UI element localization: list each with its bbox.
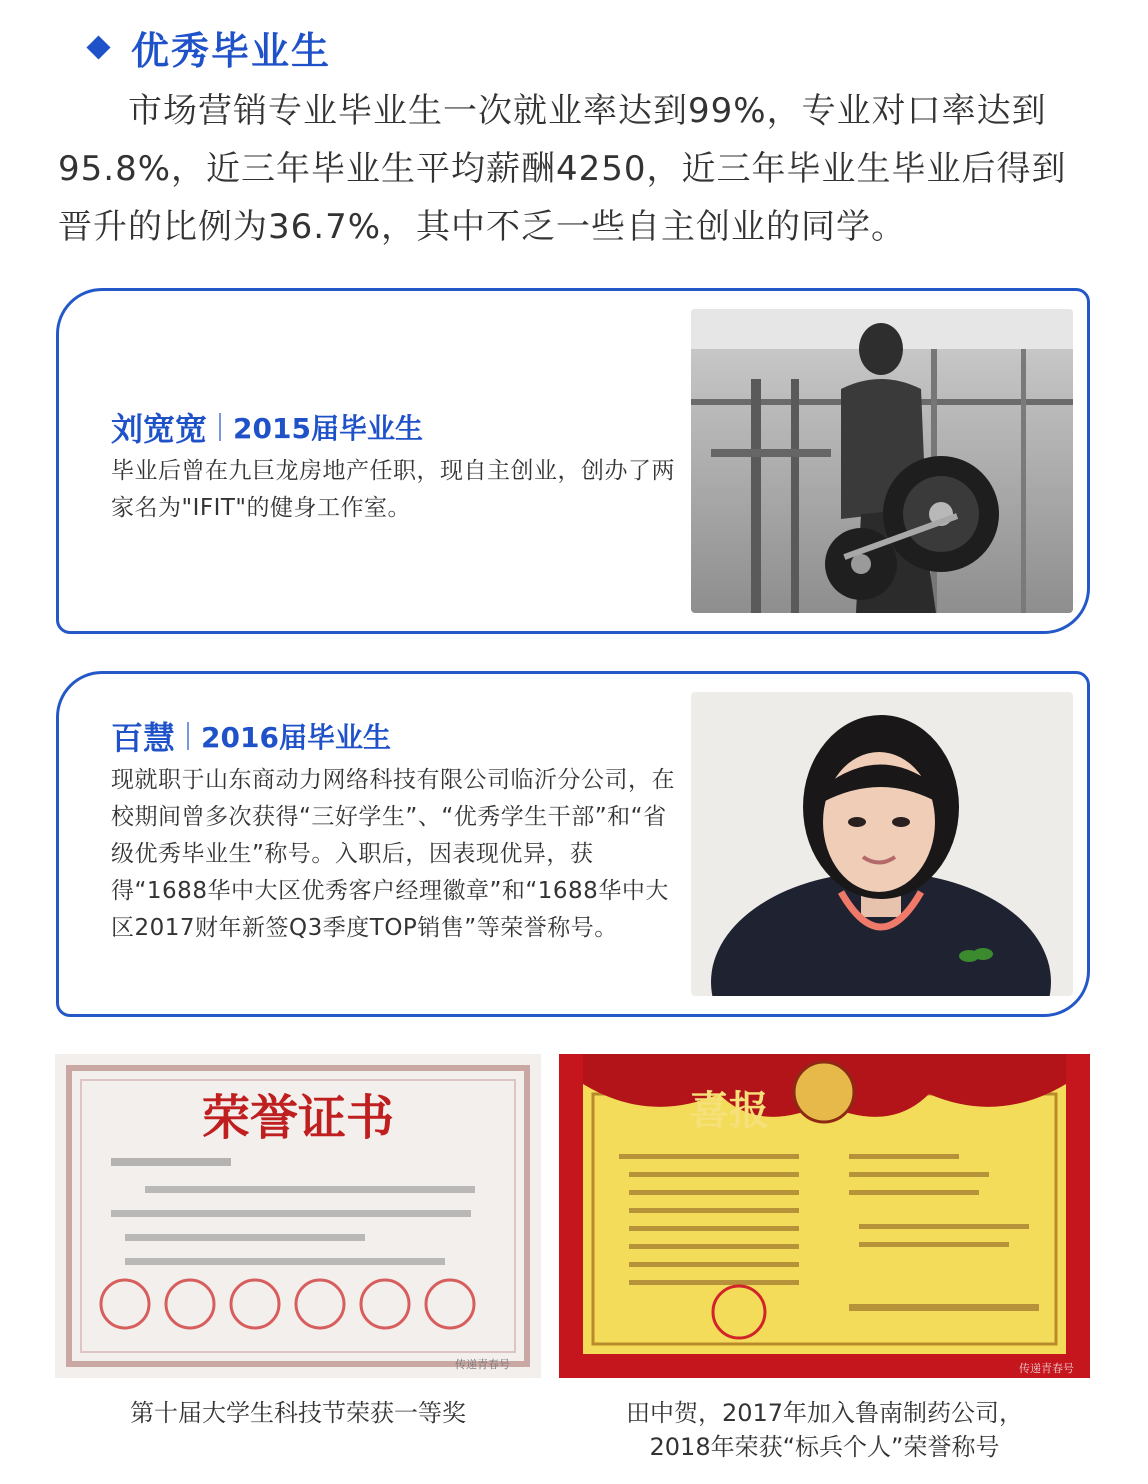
- graduate-heading: [111, 712, 677, 760]
- graduate-name: 刘宽宽: [111, 410, 208, 448]
- graduate-year: 2016届毕业生: [201, 721, 391, 754]
- graduate-name: 百慧: [111, 719, 176, 757]
- graduate-year: 2015届毕业生: [233, 412, 423, 445]
- honor-certificate-image: [55, 1054, 541, 1378]
- graduate-card-2: [56, 671, 1090, 1017]
- graduate-heading: [111, 403, 677, 451]
- section-title: 优秀毕业生: [131, 28, 332, 73]
- certificate-caption: [559, 1396, 1090, 1464]
- graduate-info: [111, 712, 677, 947]
- section-header: [84, 22, 331, 72]
- graduate-info: [111, 403, 677, 527]
- certificate-caption: 第十届大学生科技节荣获一等奖: [130, 1399, 466, 1427]
- watermark-text: 传递青春号: [455, 1358, 510, 1371]
- certificate-title: 喜报: [689, 1087, 769, 1134]
- good-news-certificate-image: [559, 1054, 1090, 1378]
- graduate-description: 毕业后曾在九巨龙房地产任职，现自主创业，创办了两家名为"IFIT"的健身工作室。: [111, 458, 675, 521]
- divider: [187, 722, 189, 750]
- graduate-photo-portrait: [691, 692, 1073, 996]
- diamond-bullet-icon: [86, 35, 110, 59]
- graduate-photo-gym: [691, 309, 1073, 613]
- graduate-card-1: [56, 288, 1090, 634]
- certificate-title: 荣誉证书: [201, 1090, 395, 1146]
- intro-paragraph: 市场营销专业毕业生一次就业率达到99%，专业对口率达到95.8%，近三年毕业生平均薪酬4250，近三年毕业生毕业后得到晋升的比例为36.7%，其中不乏一些自主创业的同学。: [58, 91, 1067, 247]
- caption-line: 2018年荣获“标兵个人”荣誉称号: [649, 1433, 1000, 1461]
- caption-line: 田中贺，2017年加入鲁南制药公司，: [625, 1399, 1024, 1427]
- watermark-text: 传递青春号: [1019, 1362, 1074, 1375]
- graduate-description: 现就职于山东商动力网络科技有限公司临沂分公司，在校期间曾多次获得“三好学生”、“优秀学生干部”和“省级优秀毕业生”称号。入职后，因表现优异，获得“1688华中大区优秀客户经理徽章”和“1688华中大区2017财年新签Q3季度TOP销售”等荣誉称号。: [111, 767, 675, 941]
- divider: [219, 413, 221, 441]
